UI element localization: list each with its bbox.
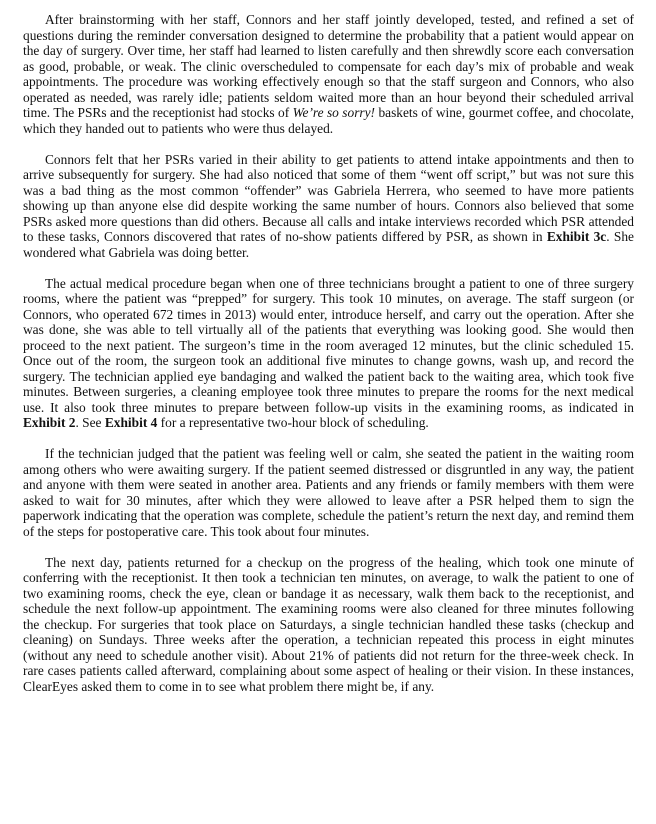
text-segment: After brainstorming with her staff, Connors and her staff jointly developed, tested, and refined a set of questions during the reminder conversation designed to determine the probability that a patient would appear on the day of surgery. Over time, her staff had learned to listen carefully and then shrewdly score each conversation as good, probable, or weak. The clinic overscheduled to compensate for each day’s mix of probable and weak appointments. The procedure was working effectively enough so that the staff surgeon and Connors, who also operated as needed, was rarely idle; patients seldom waited more than an hour beyond their scheduled arrival time. The PSRs and the receptionist had stocks of [23, 12, 634, 120]
text-segment: The actual medical procedure began when one of three technicians brought a patient to one of three surgery rooms, where the patient was “prepped” for surgery. This took 10 minutes, on average. The staff surgeon (or Connors, who operated 672 times in 2013) would enter, introduce herself, and carry out the operation. After she was done, she was able to tell virtually all of the patients that everything was looking good. She would then proceed to the next patient. The surgeon’s time in the room averaged 12 minutes, but the clinic scheduled 15. Once out of the room, the surgeon took an additional five minutes to change gowns, wash up, and record the surgery. The technician applied eye bandaging and walked the patient back to the waiting area, which took five minutes. Between surgeries, a cleaning employee took three minutes to prepare the rooms for the next medical use. It also took three minutes to prepare between follow-up visits in the examining rooms, as indicated in [23, 275, 634, 415]
paragraph-medical-procedure [23, 276, 634, 431]
text-segment: baskets of wine, gourmet coffee, and chocolate, which they handed out to patients who were thus delayed. [23, 105, 635, 136]
text-segment: The next day, patients returned for a checkup on the progress of the healing, which took one minute of conferring with the receptionist. It then took a technician ten minutes, on average, to walk the patient to one of two examining rooms, check the eye, clean or bandage it as necessary, walk them back to the receptionist, and schedule the next follow-up appointment. The examining rooms were also cleaned for three minutes following the checkup. For surgeries that took place on Saturdays, a single technician handled these tasks (checkup and cleaning) on Sundays. Three weeks after the operation, a technician repeated this process in eight minutes (without any need to schedule another visit). About 21% of patients did not return for the three-week check. In rare cases patients called afterward, complaining about some aspect of healing or their vision. In these instances, ClearEyes asked them to come in to see what problem there might be, if any. [23, 554, 634, 694]
paragraph-waiting-room [23, 446, 634, 539]
text-segment: If the technician judged that the patient was feeling well or calm, she seated the patient in the waiting room among others who were awaiting surgery. If the patient seemed distressed or disgruntled in any way, the patient and anyone with them were seated in another area. Patients and any friends or family members with them were asked to wait for 30 minutes, after which they were allowed to leave after a PSR helped them to sign the paperwork indicating that the operation was complete, schedule the patient’s return the next day, and remind them of the steps for postoperative care. This took about four minutes. [23, 446, 634, 539]
text-segment: . See [75, 415, 105, 430]
exhibit-reference: Exhibit 2 [23, 415, 76, 430]
text-segment: Connors felt that her PSRs varied in their ability to get patients to attend intake appointments and then to arrive subsequently for surgery. She had also noticed that some of them “went off script,” but was not sure this was a bad thing as the most common “offender” was Gabriela Herrera, who seemed to have more patients showing up than anyone else did despite working the same number of hours. Connors also believed that some PSRs asked more questions than did others. Because all calls and intake interviews recorded which PSR attended to these tasks, Connors discovered that rates of no-show patients differed by PSR, as shown in [23, 151, 634, 244]
document-page [23, 12, 634, 694]
text-segment: . She wondered what Gabriela was doing better. [23, 229, 634, 260]
exhibit-reference: Exhibit 4 [104, 415, 158, 430]
paragraph-brainstorming [23, 12, 634, 136]
text-segment-italic: We’re so sorry! [292, 105, 376, 120]
paragraph-follow-up [23, 555, 634, 695]
text-segment: for a representative two-hour block of scheduling. [157, 415, 429, 430]
paragraph-psr-variation [23, 152, 634, 261]
exhibit-reference: Exhibit 3c [546, 229, 607, 244]
